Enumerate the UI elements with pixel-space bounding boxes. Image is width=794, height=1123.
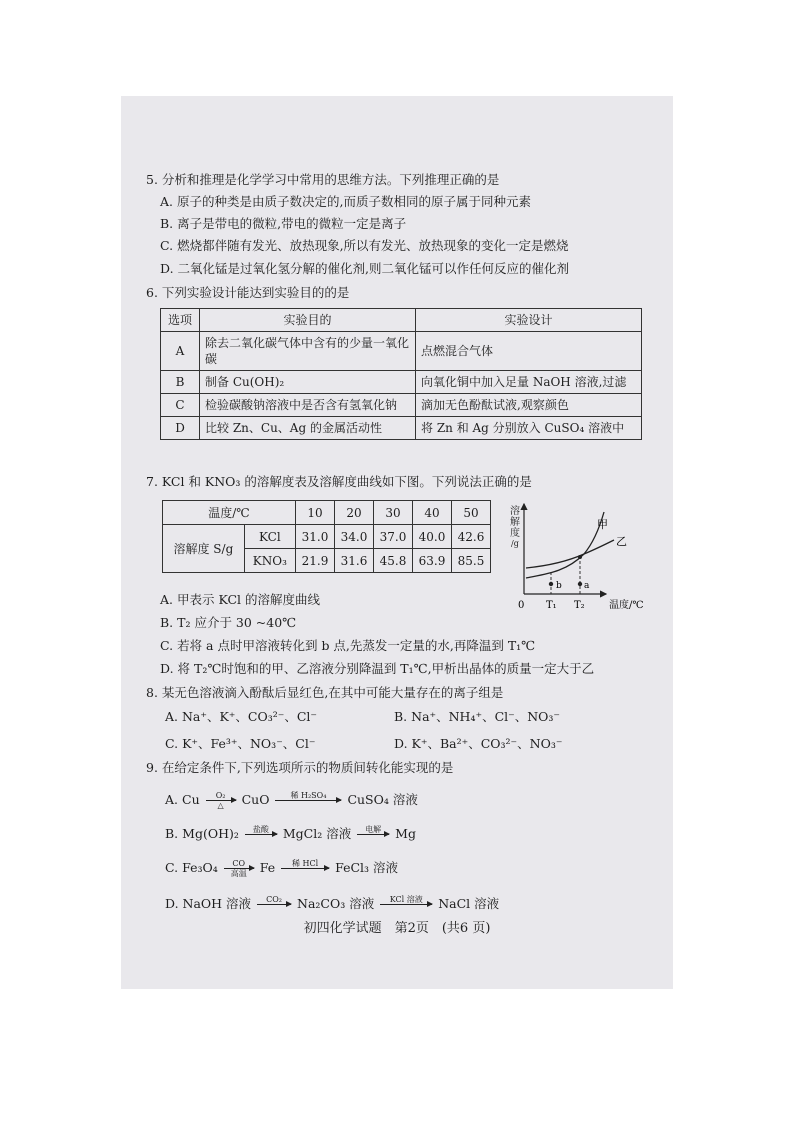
- reaction-arrow: [357, 825, 389, 844]
- q7-option-c: C. 若将 a 点时甲溶液转化到 b 点,先蒸发一定量的水,再降温到 T₁℃: [160, 638, 536, 653]
- substance: MgCl₂ 溶液: [282, 826, 352, 841]
- arrow-icon: [275, 800, 341, 801]
- option-letter: B.: [165, 826, 179, 841]
- q7-kno3-cell: 31.6: [335, 549, 374, 573]
- q6-row-b: [161, 371, 642, 394]
- substance: Mg: [395, 826, 416, 841]
- substance: NaCl 溶液: [438, 896, 500, 911]
- q7-option-d: D. 将 T₂℃时饱和的甲、乙溶液分别降温到 T₁℃,甲析出晶体的质量一定大于乙: [160, 661, 595, 676]
- q5-option-a: A. 原子的种类是由质子数决定的,而质子数相同的原子属于同种元素: [160, 194, 531, 209]
- substance: Fe: [259, 860, 276, 875]
- q9-option-c: [165, 859, 398, 878]
- q9-option-d: [165, 895, 499, 914]
- t2-label: T₂: [574, 600, 585, 611]
- reaction-condition: 高温: [230, 869, 247, 878]
- xlabel: 温度/℃: [609, 600, 644, 611]
- q6-header-row: [161, 309, 642, 332]
- q6-row-c: [161, 394, 642, 417]
- t1-label: T₁: [546, 600, 557, 611]
- substance: Fe₃O₄: [182, 860, 218, 875]
- q7-temp-label: 温度/℃: [163, 501, 296, 525]
- q9-stem: 9. 在给定条件下,下列选项所示的物质间转化能实现的是: [146, 760, 454, 775]
- q6-design: 滴加无色酚酞试液,观察颜色: [416, 394, 642, 417]
- q6-design: 点燃混合气体: [416, 332, 642, 371]
- q7-temp-cell: 30: [374, 501, 413, 525]
- point-a: [578, 582, 582, 586]
- reaction-condition: △: [217, 801, 224, 810]
- arrow-icon: [206, 800, 236, 801]
- ylabel-char: 溶: [510, 506, 520, 517]
- point-a-label: a: [584, 581, 590, 591]
- q7-kcl-cell: 34.0: [335, 525, 374, 549]
- q7-kno3-cell: 21.9: [296, 549, 335, 573]
- q6-design: 向氧化铜中加入足量 NaOH 溶液,过滤: [416, 371, 642, 394]
- q6-opt: A: [161, 332, 200, 371]
- substance: CuSO₄ 溶液: [347, 792, 418, 807]
- q7-temp-cell: 20: [335, 501, 374, 525]
- arrow-icon: [245, 834, 277, 835]
- q6-opt: B: [161, 371, 200, 394]
- point-b-label: b: [556, 581, 562, 591]
- reaction-condition: 稀 H₂SO₄: [290, 791, 327, 800]
- reaction-condition: 盐酸: [252, 825, 269, 834]
- q7-kcl-cell: 31.0: [296, 525, 335, 549]
- substance: CuO: [241, 792, 270, 807]
- ylabel-unit: /g: [511, 539, 519, 548]
- q6-opt: C: [161, 394, 200, 417]
- q6-table: [160, 308, 642, 440]
- reaction-arrow: [224, 859, 254, 878]
- q5-stem: 5. 分析和推理是化学学习中常用的思维方法。下列推理正确的是: [146, 172, 500, 187]
- q9-option-a: [165, 791, 418, 810]
- reaction-condition: 电解: [365, 825, 382, 834]
- q5-option-d: D. 二氧化锰是过氧化氢分解的催化剂,则二氧化锰可以作任何反应的催化剂: [160, 261, 569, 276]
- q6-row-d: [161, 417, 642, 440]
- q7-temp-row: [163, 501, 491, 525]
- q6-opt: D: [161, 417, 200, 440]
- substance: Na₂CO₃ 溶液: [297, 896, 375, 911]
- q8-option-b: B. Na⁺、NH₄⁺、Cl⁻、NO₃⁻: [394, 709, 561, 724]
- q6-purpose: 检验碳酸钠溶液中是否含有氢氧化钠: [200, 394, 416, 417]
- curve-yi-label: 乙: [616, 535, 627, 548]
- q7-kcl-label: KCl: [244, 525, 295, 549]
- option-letter: C.: [165, 860, 179, 875]
- curve-yi: [526, 540, 614, 568]
- q8-option-a: A. Na⁺、K⁺、CO₃²⁻、Cl⁻: [165, 709, 317, 724]
- q6-stem: 6. 下列实验设计能达到实验目的的是: [146, 285, 350, 300]
- option-letter: D.: [165, 896, 179, 911]
- q6-header-purpose: 实验目的: [200, 309, 416, 332]
- q6-purpose: 比较 Zn、Cu、Ag 的金属活动性: [200, 417, 416, 440]
- intersection-point: [578, 555, 582, 559]
- q7-kno3-cell: 45.8: [374, 549, 413, 573]
- q7-temp-cell: 10: [296, 501, 335, 525]
- q7-solubility-graph: [506, 500, 666, 612]
- q8-option-d: D. K⁺、Ba²⁺、CO₃²⁻、NO₃⁻: [394, 736, 563, 751]
- q5-option-c: C. 燃烧都伴随有发光、放热现象,所以有发光、放热现象的变化一定是燃烧: [160, 238, 569, 253]
- arrow-icon: [257, 904, 291, 905]
- q7-solubility-table: [162, 500, 491, 573]
- q7-temp-cell: 40: [413, 501, 452, 525]
- q7-kcl-row: [163, 525, 491, 549]
- q7-kcl-cell: 37.0: [374, 525, 413, 549]
- reaction-arrow: [206, 791, 236, 810]
- origin-label: 0: [518, 600, 525, 611]
- q8-option-c: C. K⁺、Fe³⁺、NO₃⁻、Cl⁻: [165, 736, 316, 751]
- q7-kno3-cell: 63.9: [413, 549, 452, 573]
- reaction-arrow: [281, 859, 329, 878]
- curve-jia: [526, 512, 604, 578]
- arrow-icon: [357, 834, 389, 835]
- reaction-arrow: [257, 895, 291, 914]
- point-b: [549, 582, 553, 586]
- reaction-arrow: [275, 791, 341, 810]
- q6-header-option: 选项: [161, 309, 200, 332]
- q7-kno3-label: KNO₃: [244, 549, 295, 573]
- q6-design: 将 Zn 和 Ag 分别放入 CuSO₄ 溶液中: [416, 417, 642, 440]
- reaction-condition: O₂: [215, 791, 226, 800]
- q6-purpose: 除去二氧化碳气体中含有的少量一氧化碳: [200, 332, 416, 371]
- q6-header-design: 实验设计: [416, 309, 642, 332]
- arrow-icon: [224, 868, 254, 869]
- reaction-condition: CO: [232, 859, 246, 868]
- q7-stem: 7. KCl 和 KNO₃ 的溶解度表及溶解度曲线如下图。下列说法正确的是: [146, 474, 532, 489]
- reaction-arrow: [245, 825, 277, 844]
- q7-kno3-cell: 85.5: [452, 549, 491, 573]
- substance: NaOH 溶液: [182, 896, 252, 911]
- reaction-arrow: [380, 895, 432, 914]
- ylabel-char: 度: [510, 528, 520, 539]
- substance: Mg(OH)₂: [182, 826, 239, 841]
- q9-option-b: [165, 825, 416, 844]
- arrow-icon: [380, 904, 432, 905]
- q6-purpose: 制备 Cu(OH)₂: [200, 371, 416, 394]
- page-footer: 初四化学试题 第2页 (共6 页): [303, 921, 491, 936]
- option-letter: A.: [165, 792, 179, 807]
- q8-stem: 8. 某无色溶液滴入酚酞后显红色,在其中可能大量存在的离子组是: [146, 685, 504, 700]
- q5-option-b: B. 离子是带电的微粒,带电的微粒一定是离子: [160, 216, 407, 231]
- reaction-condition: 稀 HCl: [291, 859, 319, 868]
- curve-jia-label: 甲: [597, 518, 608, 531]
- substance: FeCl₃ 溶液: [335, 860, 399, 875]
- arrow-icon: [281, 868, 329, 869]
- reaction-condition: CO₂: [266, 895, 282, 904]
- q6-row-a: [161, 332, 642, 371]
- q7-solubility-label: 溶解度 S/g: [163, 525, 245, 573]
- q7-option-b: B. T₂ 应介于 30 ~40℃: [160, 615, 297, 630]
- q7-kcl-cell: 40.0: [413, 525, 452, 549]
- substance: Cu: [182, 792, 200, 807]
- q7-option-a: A. 甲表示 KCl 的溶解度曲线: [160, 592, 320, 607]
- q7-temp-cell: 50: [452, 501, 491, 525]
- reaction-condition: KCl 溶液: [389, 895, 423, 904]
- q7-kcl-cell: 42.6: [452, 525, 491, 549]
- ylabel-char: 解: [510, 517, 520, 528]
